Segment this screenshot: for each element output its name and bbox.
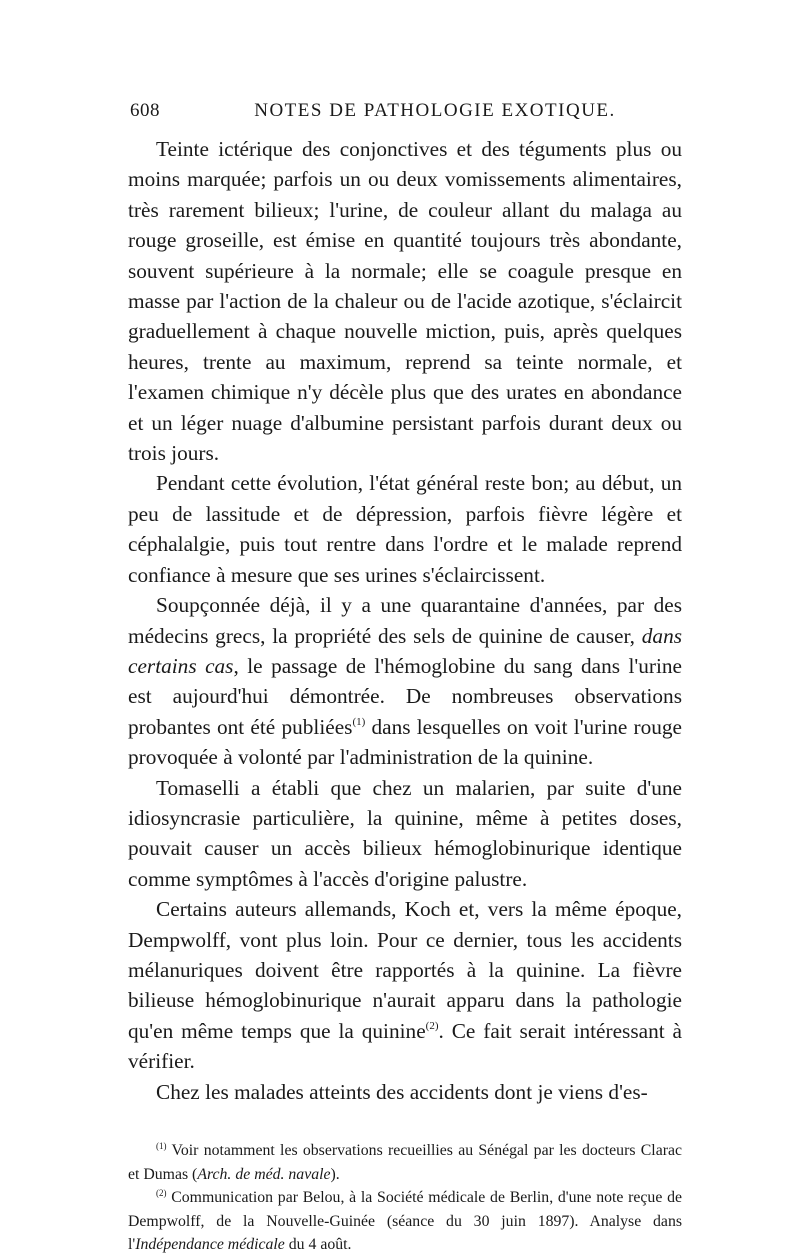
footnote-2	[128, 1186, 682, 1257]
footnote-1	[128, 1139, 682, 1186]
paragraph-3-text-c: dans lesquelles on voit l'urine rouge provoquée à volonté par l'administration de la quinine.	[128, 714, 682, 770]
book-page	[118, 100, 682, 1257]
paragraph-6	[128, 1077, 682, 1107]
paragraph-5-text-b: . Ce fait serait intéressant à vérifier.	[128, 1018, 682, 1074]
footnote-1-marker: (1)	[156, 1141, 167, 1151]
body-text	[118, 134, 682, 1107]
page-header	[118, 100, 682, 134]
paragraph-2-text: Pendant cette évolution, l'état général reste bon; au début, un peu de lassitude et de dépression, parfois fièvre légère et céphalalgie, puis tout rentre dans l'ordre et le malade reprend confiance à mesure que ses urines s'éclaircissent.	[128, 471, 682, 587]
footnote-2-text-b: du 4 août.	[284, 1236, 352, 1253]
running-title: NOTES DE PATHOLOGIE EXOTIQUE.	[254, 100, 616, 121]
footnote-ref-1: (1)	[352, 715, 366, 728]
paragraph-6-text: Chez les malades atteints des accidents dont je viens d'es-	[156, 1079, 648, 1104]
page-number: 608	[130, 100, 160, 121]
footnote-2-text-a: Communication par Belou, à la Société médicale de Berlin, d'une note reçue de Dempwolff, de la Nouvelle-Guinée (séance du 30 juin 1897). Analyse dans l'	[128, 1189, 682, 1253]
paragraph-3-italic: dans certains cas	[128, 623, 682, 678]
paragraph-5	[128, 894, 682, 1076]
footnote-2-italic: Indépendance médicale	[135, 1236, 285, 1253]
footnotes	[118, 1139, 682, 1257]
paragraph-1	[128, 134, 682, 468]
footnote-1-text-a: Voir notamment les observations recueillies au Sénégal par les docteurs Clarac et Dumas (	[128, 1142, 682, 1183]
footnote-1-italic: Arch. de méd. navale	[197, 1165, 331, 1183]
paragraph-4-text: Tomaselli a établi que chez un malarien, par suite d'une idiosyncrasie particulière, la quinine, même à petites doses, pouvait causer un accès bilieux hémoglobinurique identique comme symptômes à l'accès d'origine palustre.	[128, 775, 682, 891]
paragraph-4	[128, 773, 682, 895]
paragraph-5-text-a: Certains auteurs allemands, Koch et, vers la même époque, Dempwolff, vont plus loin. Pour ce dernier, tous les accidents mélanuriques doivent être rapportés à la quinine. La fièvre bilieuse hémoglobinurique n'aurait apparu dans la pathologie qu'en même temps que la quinine	[128, 897, 682, 1043]
paragraph-1-text: Teinte ictérique des conjonctives et des téguments plus ou moins marquée; parfois un ou deux vomissements alimentaires, très rarement bilieux; l'urine, de couleur allant du malaga au rouge groseille, est émise en quantité toujours très abondante, souvent supérieure à la normale; elle se coagule presque en masse par l'action de la chaleur ou de l'acide azotique, s'éclaircit graduellement à chaque nouvelle miction, puis, après quelques heures, trente au maximum, reprend sa teinte normale, et l'examen chimique n'y décèle plus que des urates en abondance et un léger nuage d'albumine persistant parfois durant deux ou trois jours.	[128, 137, 682, 466]
paragraph-2	[128, 468, 682, 590]
paragraph-3	[128, 590, 682, 772]
footnote-1-text-b: ).	[330, 1165, 340, 1183]
paragraph-3-text-a: Soupçonnée déjà, il y a une quarantaine d'années, par des médecins grecs, la propriété des sels de quinine de causer,	[128, 593, 682, 648]
footnote-ref-2: (2)	[425, 1019, 439, 1032]
paragraph-3-text-b: , le passage de l'hémoglobine du sang dans l'urine est aujourd'hui démontrée. De nombreuses observations probantes ont été publiées	[128, 653, 683, 739]
footnote-2-marker: (2)	[156, 1188, 167, 1198]
